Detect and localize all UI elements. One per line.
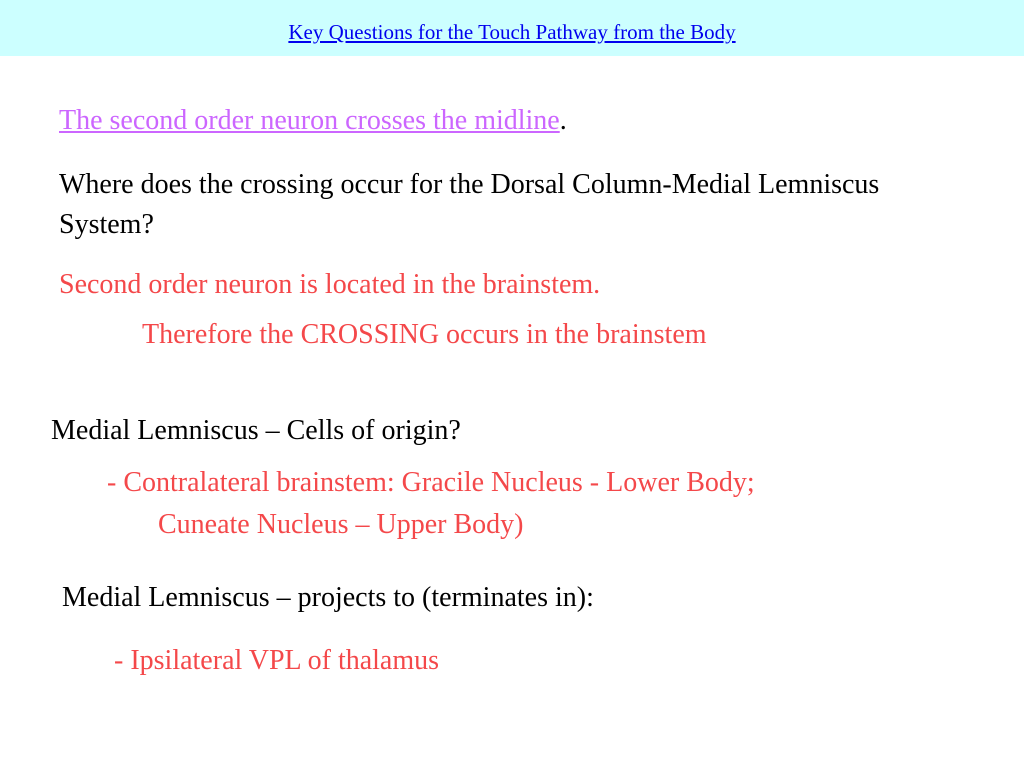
answer-second-order-neuron: Second order neuron is located in the brainstem. [59, 269, 601, 300]
statement-period: . [559, 105, 567, 136]
slide-title-link[interactable]: Key Questions for the Touch Pathway from the Body [288, 20, 736, 44]
answer-crossing-brainstem: Therefore the CROSSING occurs in the brainstem [142, 319, 707, 350]
question-projects-to: Medial Lemniscus – projects to (terminates in): [62, 582, 594, 613]
midline-statement [59, 101, 567, 141]
answer-gracile-nucleus: - Contralateral brainstem: Gracile Nucleus - Lower Body; [107, 467, 755, 498]
header-bar [0, 0, 1024, 56]
answer-vpl-thalamus: - Ipsilateral VPL of thalamus [114, 645, 440, 676]
midline-link[interactable]: The second order neuron crosses the midline [59, 105, 560, 136]
answer-cuneate-nucleus: Cuneate Nucleus – Upper Body) [158, 509, 524, 540]
question-crossing-location: Where does the crossing occur for the Dorsal Column-Medial Lemniscus System? [59, 169, 880, 240]
question-cells-of-origin: Medial Lemniscus – Cells of origin? [51, 415, 461, 446]
